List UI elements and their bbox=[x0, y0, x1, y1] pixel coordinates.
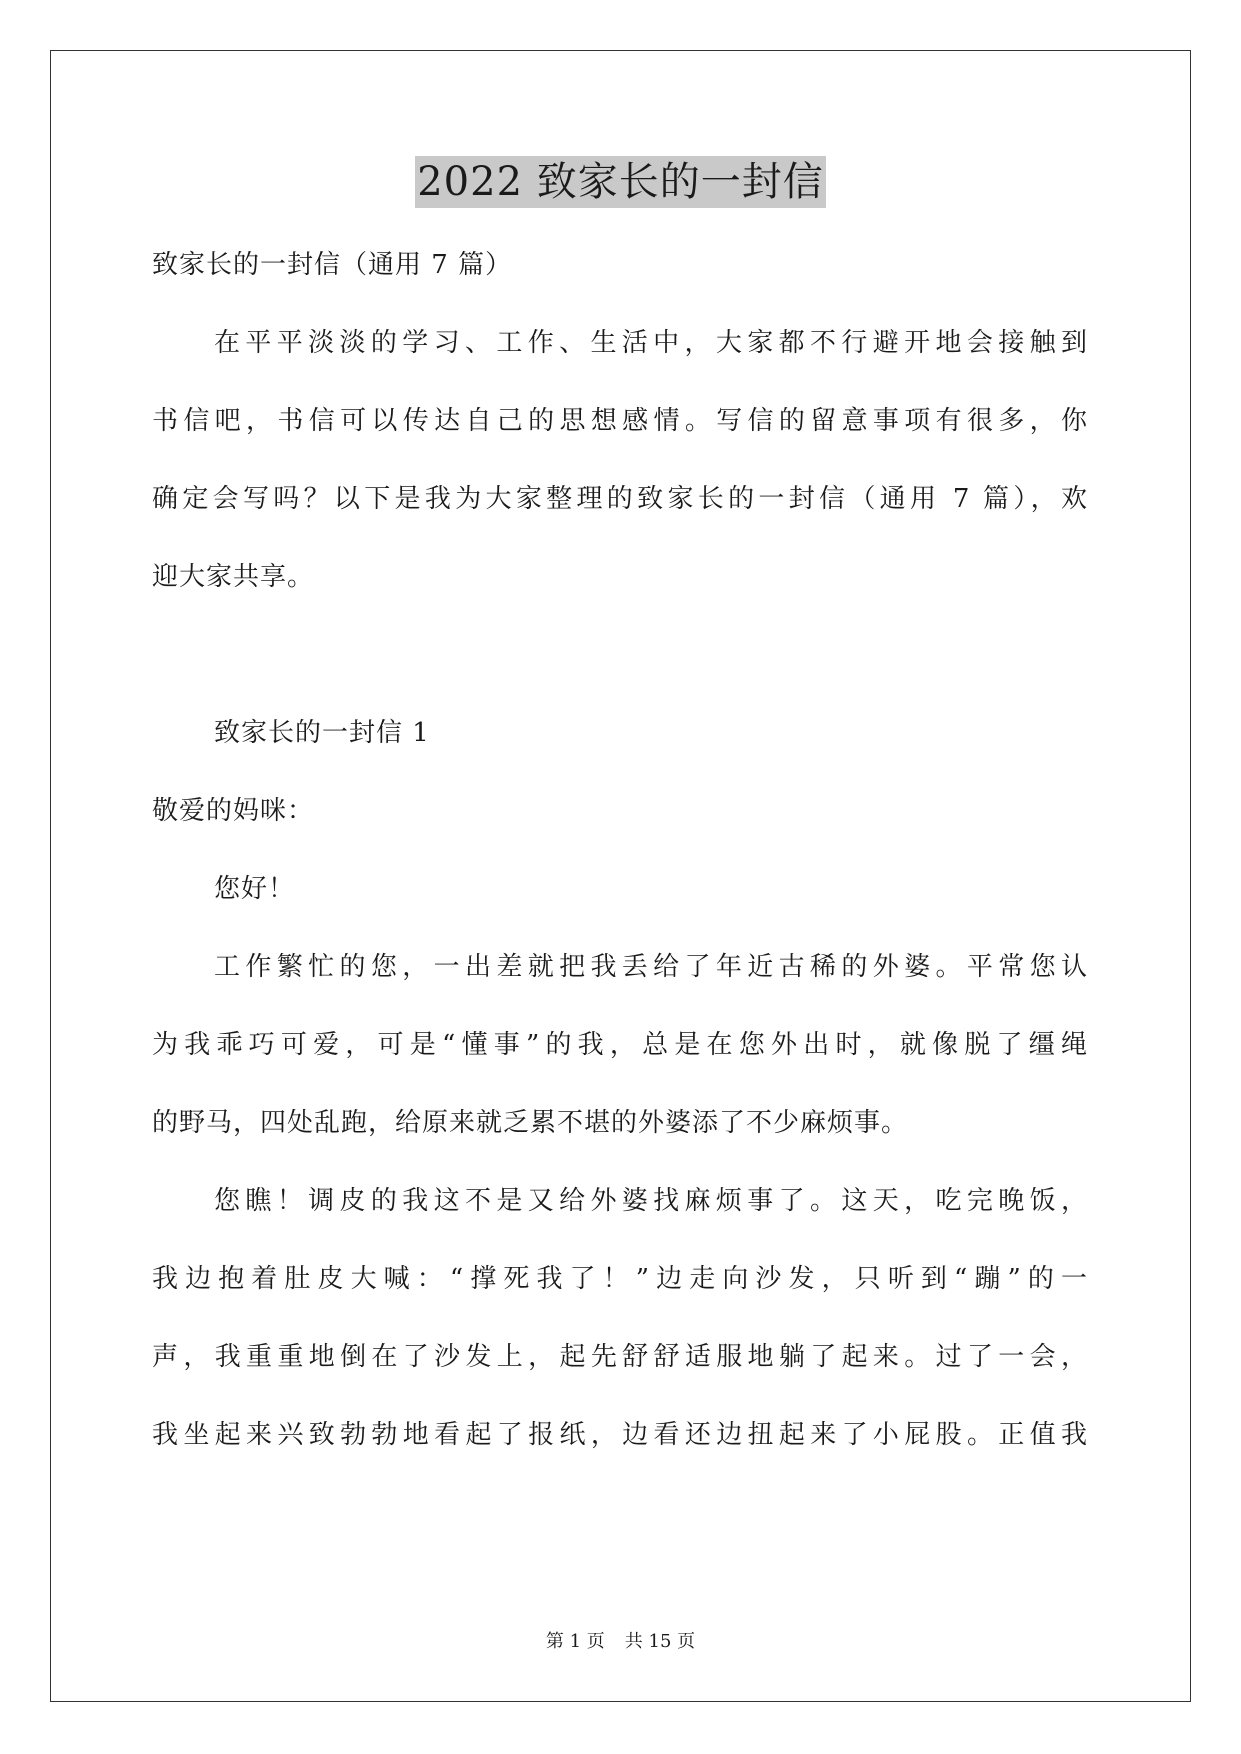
paragraph-line: 声，我重重地倒在了沙发上，起先舒舒适服地躺了起来。过了一会， bbox=[152, 1342, 1088, 1372]
title-text: 2022 致家长的一封信 bbox=[415, 156, 826, 208]
paragraph-line: 书信吧，书信可以传达自己的思想感情。写信的留意事项有很多，你 bbox=[152, 406, 1088, 436]
paragraph-line: 的野马，四处乱跑，给原来就乏累不堪的外婆添了不少麻烦事。 bbox=[152, 1108, 909, 1138]
paragraph-line: 我坐起来兴致勃勃地看起了报纸，边看还边扭起来了小屁股。正值我 bbox=[152, 1420, 1088, 1450]
page-footer bbox=[0, 1630, 1241, 1654]
paragraph-line: 在平平淡淡的学习、工作、生活中，大家都不行避开地会接触到 bbox=[214, 328, 1088, 358]
paragraph-line: 我边抱着肚皮大喊：“撑死我了！”边走向沙发，只听到“蹦”的一 bbox=[152, 1264, 1088, 1294]
section-heading: 致家长的一封信 1 bbox=[214, 718, 430, 748]
page-number: 第 1 页 bbox=[545, 1631, 605, 1652]
document-body bbox=[152, 226, 1088, 1474]
paragraph-line: 您瞧！调皮的我这不是又给外婆找麻烦事了。这天，吃完晚饭， bbox=[214, 1186, 1088, 1216]
subtitle-line: 致家长的一封信（通用 7 篇） bbox=[152, 250, 513, 280]
page-total: 共 15 页 bbox=[624, 1631, 696, 1652]
paragraph-line: 确定会写吗？以下是我为大家整理的致家长的一封信（通用 7 篇），欢 bbox=[152, 484, 1088, 514]
paragraph-line: 迎大家共享。 bbox=[152, 562, 315, 592]
paragraph-line: 为我乖巧可爱，可是“懂事”的我，总是在您外出时，就像脱了缰绳 bbox=[152, 1030, 1088, 1060]
paragraph-line: 工作繁忙的您，一出差就把我丢给了年近古稀的外婆。平常您认 bbox=[214, 952, 1088, 982]
greeting-line: 您好！ bbox=[214, 874, 296, 904]
blank-line bbox=[152, 616, 1088, 694]
document-title bbox=[0, 156, 1241, 208]
salutation-line: 敬爱的妈咪： bbox=[152, 796, 315, 826]
